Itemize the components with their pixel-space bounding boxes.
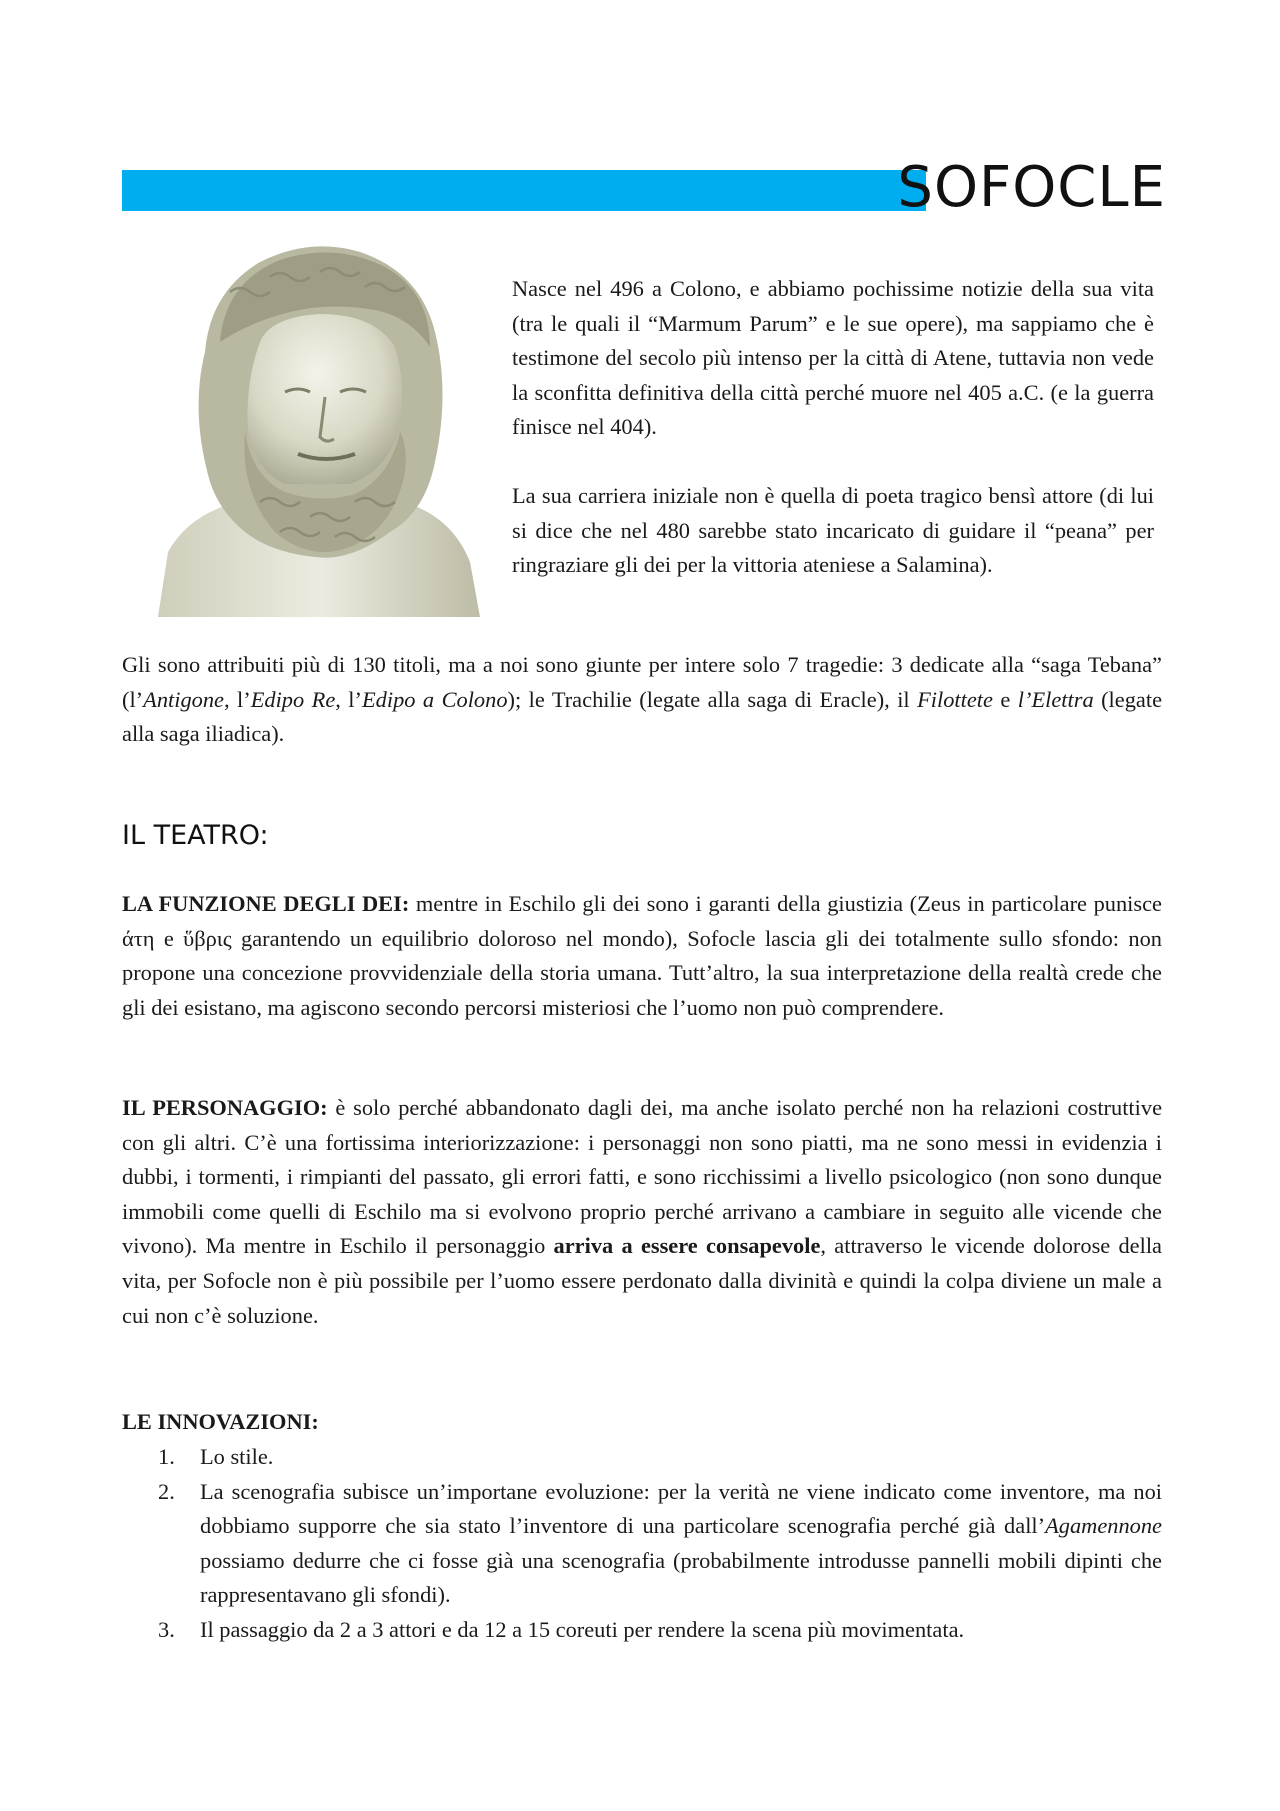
works-paragraph: Gli sono attribuiti più di 130 titoli, ma a noi sono giunte per intere solo 7 tragedie: 3 dedicate alla “saga Tebana” (l’Antigone, l’Edipo Re, l’Edipo a Colono); le Trachilie (legate alla saga di Eracle), il Filottete e l’Elettra (legate alla saga iliadica). xyxy=(122,652,1163,747)
list-item: 1. Lo stile. xyxy=(158,1444,274,1469)
page-title: SOFOCLE xyxy=(897,155,1166,220)
list-item: 2. La scenografia subisce un’importane evoluzione: per la verità ne viene indicato come inventore, ma noi dobbiamo supporre che sia stato l’inventore di una particolare scenografia perché già dall’Agamennone possiamo dedurre che ci fosse già una scenografia (probabilmente introdusse pannelli mobili dipinti che rappresentavano gli sfondi). xyxy=(158,1478,1162,1608)
section-heading-teatro: IL TEATRO: xyxy=(122,820,269,851)
list-item: 3. Il passaggio da 2 a 3 attori e da 12 a 15 coreuti per rendere la scena più movimentata. xyxy=(158,1616,965,1642)
innovazioni-list xyxy=(158,1440,1162,1648)
paragraph-personaggio: IL PERSONAGGIO: è solo perché abbandonato dagli dei, ma anche isolato perché non ha relazioni costruttive con gli altri. C’è una fortissima interiorizzazione: i personaggi non sono piatti, ma ne sono messi in evidenzia i dubbi, i tormenti, i rimpianti del passato, gli errori fatti, e sono ricchissimi a livello psicologico (non sono dunque immobili come quelli di Eschilo ma si evolvono proprio perché arrivano a cambiare in seguito alle vicende che vivono). Ma mentre in Eschilo il personaggio arriva a essere consapevole, attraverso le vicende dolorose della vita, per Sofocle non è più possibile per l’uomo essere perdonato dalla divinità e quindi la colpa diviene un male a cui non c’è soluzione. xyxy=(122,1095,1163,1328)
emphasis: arriva a essere consapevole xyxy=(553,1233,821,1259)
work-title: Antigone xyxy=(143,686,224,712)
intro-paragraph-1: Nasce nel 496 a Colono, e abbiamo pochissime notizie della sua vita (tra le quali il “Marmum Parum” e le sue opere), ma sappiamo che è testimone del secolo più intenso per la città di Atene, tuttavia non vede la sconfitta definitiva della città perché muore nel 405 a.C. (e la guerra finisce nel 404). xyxy=(512,276,1154,440)
work-title: l’Elettra xyxy=(1017,686,1094,712)
intro-paragraph-2: La sua carriera iniziale non è quella di poeta tragico bensì attore (di lui si dice che nel 480 sarebbe stato incaricato di guidare il “peana” per ringraziare gli dei per la vittoria ateniese a Salamina). xyxy=(512,483,1154,578)
paragraph-label: IL PERSONAGGIO: xyxy=(122,1095,328,1120)
innovazioni-heading: LE INNOVAZIONI: xyxy=(122,1409,319,1434)
paragraph-funzione-dei: LA FUNZIONE DEGLI DEI: mentre in Eschilo gli dei sono i garanti della giustizia (Zeus in particolare punisce άτη e ὕβρις garantendo un equilibrio doloroso nel mondo), Sofocle lascia gli dei totalmente sullo sfondo: non propone una concezione provvidenziale della storia umana. Tutt’altro, la sua interpretazione della realtà crede che gli dei esistano, ma agiscono secondo percorsi misteriosi che l’uomo non può comprendere. xyxy=(122,891,1162,1020)
paragraph-label: LA FUNZIONE DEGLI DEI: xyxy=(122,891,410,916)
work-title: Edipo a Colono xyxy=(362,686,508,712)
work-title: Filottete xyxy=(917,686,993,712)
sophocles-bust-image xyxy=(150,232,490,617)
title-accent-bar xyxy=(122,170,926,211)
work-title: Edipo Re xyxy=(250,686,336,712)
